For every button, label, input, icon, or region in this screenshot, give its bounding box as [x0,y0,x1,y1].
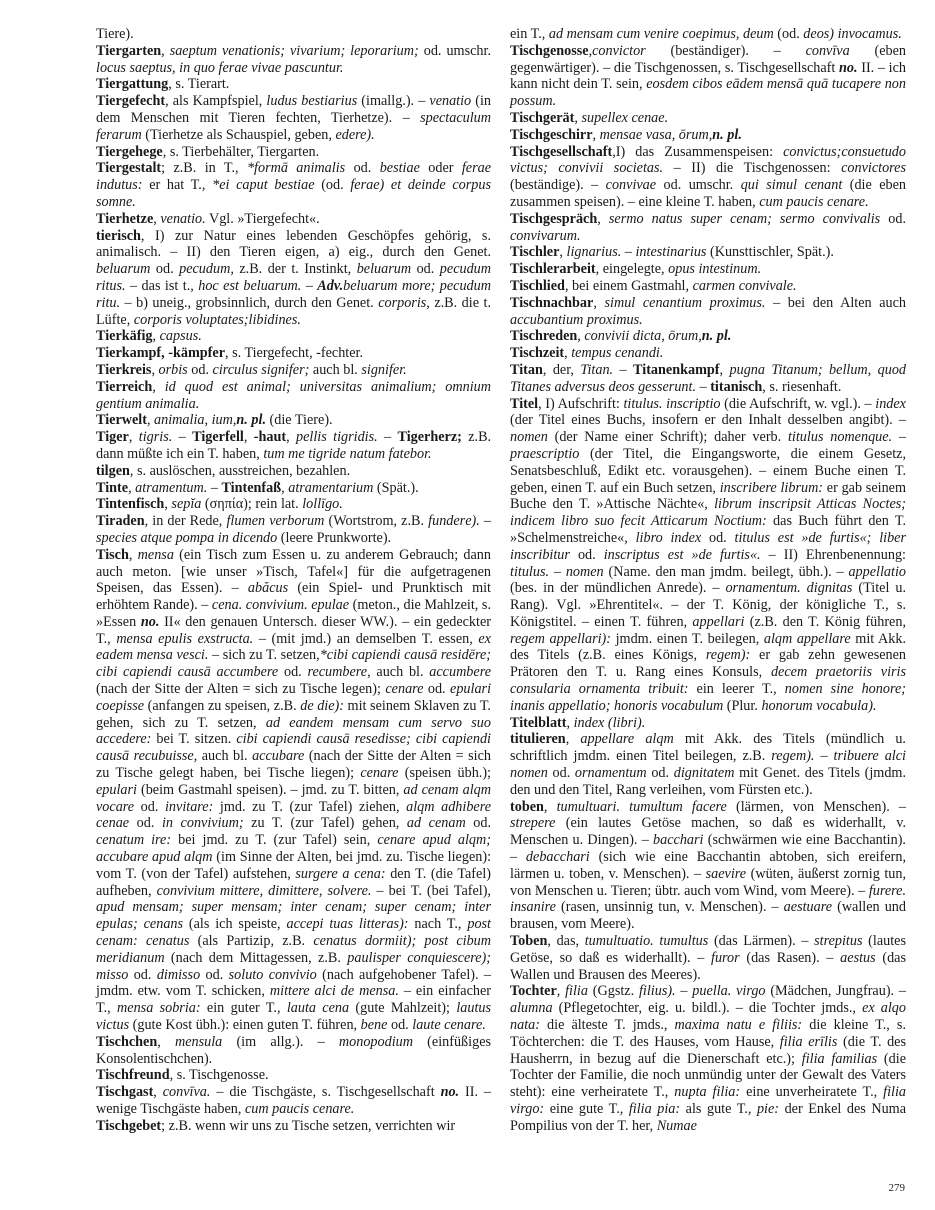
entry-headword: Tischgeschirr [510,126,593,143]
entry-body: ein T., ad mensam cum venire coepimus, deum (od. deos) invocamus. [510,26,902,42]
entry-headword: Tischgebet [96,1117,162,1134]
dictionary-entry [96,412,491,429]
entry-body: , capsus. [152,328,202,345]
entry-body: , bei einem Gastmahl, carmen convivale. [564,277,797,294]
dictionary-entry [96,160,491,210]
entry-headword: titulieren [510,731,566,748]
entry-body: Tiere). [96,26,134,42]
entry-body: , I) Aufschrift: titulus. inscriptio (die Aufschrift, w. vgl.). – index (der Titel eines Buchs, insofern er den Inhalt desselben angibt). – nomen (der Name einer Schrift); daher verb. titulus nomenque. – praescriptio (der Titel, die Eingangsworte, die einem Gesetz, Senatsbeschluß, Edikt etc. vorausgehen). – einem Buche einen T. geben, einen T. auf ein Buch setzen, inscribere librum: er gab seinem Buche den T. »Attische Nächte«, librum inscripsit Atticas Noctes; indicem libro suo fecit Atticarum Noctium: das Buch führt den T. »Schelmenstreiche«, libro index od. titulus est »de furtis«; liber inscribitur od. inscriptus est »de furtis«. – II) Ehrenbenennung: titulus. – nomen (Name. den man jmdm. beilegt, übh.). – appellatio (bes. in der mündlichen Anrede). – ornamentum. dignitas (Titel u. Rang). Vgl. »Ehrentitel«. – der T. König, der königliche T., s. Königstitel. – einen T. führen, appellari (z.B. den T. König führen, regem appellari): jmdm. einen T. beilegen, alqm appellare mit Akk. des Titels (z.B. eines Königs, regem): er gab zehn gewesenen Prätoren den T. u. Rang eines Konsuls, decem praetoriis viris consularia ornamenta tribuit: ein leerer T., nomen sine honore; inanis appellatio; honoris vocabulum (Plur. honorum vocabula). [510,395,907,714]
entry-headword: Tiraden [96,513,145,530]
dictionary-entry [96,26,491,43]
entry-headword: Tischgast [96,1084,154,1101]
entry-body: , s. Tiergefecht, -fechter. [225,345,364,362]
entry-headword: Tierkreis [96,361,152,378]
dictionary-entry [96,43,491,77]
dictionary-entry [510,799,906,933]
entry-body: , convivii dicta, ōrum,n. pl. [577,328,732,345]
page-number: 279 [888,1182,905,1194]
dictionary-entry [510,396,906,715]
entry-headword: Tiergattung [96,76,169,93]
entry-body: , I) zur Natur eines lebenden Geschöpfes gehörig, s. animalisch. – II) den Tieren eigen, a) eig., durch den Genet. beluarum od. pecudum, z.B. der t. Instinkt, beluarum od. pecudum ritus. – das ist t., hoc est beluarum. – Adv.beluarum more; pecudum ritu. – b) uneig., grobsinnlich, durch den Genet. corporis, z.B. die t. Lüfte, corporis voluptates;libidines. [96,227,492,328]
dictionary-entry [96,211,491,228]
entry-body: , mensula (im allg.). – monopodium (einfüßiges Konsolentischchen). [96,1033,492,1067]
entry-body: , index (libri). [566,714,646,731]
dictionary-entry [96,1034,491,1068]
dictionary-entry [510,983,906,1134]
entry-headword: toben [510,798,544,815]
dictionary-entry [96,1118,491,1135]
entry-body: ,convictor (beständiger). – convīva (eben gegenwärtiger). – die Tischgenossen, s. Tischgesellschaft no. II. – ich kann nicht dein T. sein, eosdem cibos eādem mensā quā tucapere non possum. [510,42,906,110]
dictionary-entry [510,211,906,245]
entry-body: , s. Tierart. [168,76,230,93]
dictionary-entry [96,547,491,1034]
entry-body: , s. auslöschen, ausstreichen, bezahlen. [129,462,351,479]
entry-body: , in der Rede, flumen verborum (Wortstrom, z.B. funderе). – species atque pompa in dicendo (leere Prunkworte). [96,513,491,546]
entry-headword: Tischlied [510,277,565,294]
entry-headword: Tierwelt [96,412,147,429]
entry-body: , saeptum venationis; vivarium; leporarium; od. umschr. locus saeptus, in quo ferae vivae pascuntur. [96,42,491,76]
dictionary-entry [510,261,906,278]
dictionary-entry [510,345,906,362]
entry-headword: Tierhetze [96,210,154,227]
entry-body: , s. Tischgenosse. [169,1067,269,1084]
entry-body: ,I) das Zusammenspeisen: convictus;consuetudo victus; convivii societas. – II) die Tischgenossen: convictores (beständige). – convivae od. umschr. qui simul cenant (die eben zusammen speisen). – eine kleine T. haben, cum paucis cenare. [510,143,907,210]
dictionary-entry [510,715,906,732]
entry-body: ; z.B. wenn wir uns zu Tische setzen, verrichten wir [161,1117,456,1134]
dictionary-entry [96,93,491,143]
dictionary-entry [510,328,906,345]
entry-headword: Tinte [96,479,129,496]
entry-headword: Tischlerarbeit [510,261,596,278]
entry-headword: Tischler [510,244,560,261]
dictionary-entry [96,513,491,547]
dictionary-entry [510,244,906,261]
entry-body: , simul cenantium proximus. – bei den Alten auch accubantium proximus. [510,294,907,328]
entry-headword: Tintenfisch [96,496,165,513]
dictionary-entry [96,1067,491,1084]
dictionary-entry [510,933,906,983]
dictionary-entry [96,480,491,497]
dictionary-entry [96,144,491,161]
entry-headword: Tischgesellschaft [510,143,613,160]
entry-body: , supellex cenae. [574,109,669,126]
dictionary-entry [510,362,906,396]
dictionary-entry [510,731,906,798]
entry-body: , s. Tierbehälter, Tiergarten. [162,143,320,160]
dictionary-entry [96,228,491,329]
entry-body: , id quod est animal; universitas animalium; omnium gentium animalia. [96,378,492,412]
entry-body: , das, tumultuatio. tumultus (das Lärmen). – strepitus (lautes Getöse, so daß es widerhallt). – furor (das Rasen). – aestus (das Wallen und Brausen des Meeres). [510,933,906,983]
dictionary-entry [510,26,906,43]
entry-headword: Titel [510,395,539,412]
entry-headword: Tiergehege [96,143,163,160]
dictionary-entry [96,362,491,379]
dictionary-entry [96,496,491,513]
dictionary-entry [96,429,491,463]
entry-body: , sepĭa (σηπία); rein lat. lollīgo. [164,496,343,513]
dictionary-entry [96,345,491,362]
entry-body: , tigris. – Tigerfell, -haut, pellis tigridis. – Tigerherz; z.B. dann müßte ich ein T. haben, tum me tigride natum fatebor. [96,429,492,462]
entry-body: , mensae vasa, ōrum,n. pl. [592,126,742,143]
dictionary-entry [510,127,906,144]
entry-headword: Titan [510,361,543,378]
entry-headword: Tiergefecht [96,93,166,110]
entry-headword: Tierkäfig [96,328,153,345]
entry-body: , als Kampfspiel, ludus bestiarius (imallg.). – venatio (in dem Menschen mit Tieren fechten, Tierhetze). – spectaculum ferarum (Tierhetze als Schauspiel, geben, edere). [96,93,492,143]
right-column [510,26,906,1135]
entry-body: , mensa (ein Tisch zum Essen u. zu anderem Gebrauch; dann auch meton. [wie unser »Tisch, Tafel«] für die aufgetragenen Speisen, das Essen). – abăcus (ein Spiel- und Prunktisch mit erhöhtem Rande). – cena. convivium. epulae (meton., die Mahlzeit, s. »Essen no. II« den genauen Untersch. dieser WW.). – ein gedeckter T., mensa epulis exstructa. – (mit jmd.) an demselben T. essen, ex eadem mensa vesci. – sich zu T. setzen,*cibi capiendi causā residēre; cibi capiendi causā accumbere od. recumbere, auch bl. accumbere (nach der Sitte der Alten = sich zu Tische legen); cenare od. epulari coepisse (anfangen zu speisen, z.B. de die): mit seinem Sklaven zu T. gehen, sich zu T. setzen, ad eandem mensam cum servo suo accedere: bei T. sitzen. cibi capiendi causā resedisse; cibi capiendi causā recubuisse, auch bl. accubare (nach der Sitte der Alten = sich zu Tische gelegt haben, bei Tische liegen); cenare (speisen übh.); epulari (beim Gastmahl speisen). – jmd. zu T. bitten, ad cenam alqm vocare od. invitare: jmd. zu T. (zur Tafel) ziehen, alqm adhibere cenae od. in convivium; zu T. (zur Tafel) gehen, ad cenam od. cenatum ire: bei jmd. zu T. (zur Tafel) sein, cenare apud alqm; accubare apud alqm (im Sinne der Alten, bei jmd. zu. Tische liegen): vom T. (von der Tafel) aufstehen, surgere a cena: den T. (die Tafel) aufheben, convivium mittere, dimittere, solvere. – bei T. (bei Tafel), apud mensam; super mensam; inter cenam; super cenam; inter epulas; cenans (als ich speiste, accepi tuas litteras): nach T., post cenam: cenatus (als Partizip, z.B. cenatus dormiit); post cibum meridianum (nach dem Mittagessen, z.B. paulisper conquiescere); misso od. dimisso od. soluto convivio (nach aufgehobener Tafel). – jmdm. etw. vom T. schicken, mittere alci de mensa. – ein einfacher T., mensa sobria: ein guter T., lauta cena (gute Mahlzeit); lautus victus (gute Kost übh.): einen guten T. führen, bene od. laute cenare. [96,546,492,1034]
left-column [96,26,491,1135]
entry-body: , eingelegte, opus intestinum. [595,261,762,278]
entry-body: , tempus cenandi. [564,345,664,362]
entry-headword: Tischchen [96,1033,158,1050]
dictionary-entry [96,463,491,480]
entry-body: , orbis od. circulus signifer; auch bl. signifer. [151,361,407,378]
entry-headword: Tischzeit [510,345,565,362]
entry-body: , lignarius. – intestinarius (Kunsttischler, Spät.). [559,244,834,261]
entry-body: , atramentum. – Tintenfaß, atramentarium (Spät.). [128,479,419,496]
dictionary-entry [96,1084,491,1118]
entry-body: , der, Titan. – Titanenkampf, pugna Titanum; bellum, quod Titanes adversus deos gesserunt. – titanisch, s. riesenhaft. [510,361,907,395]
entry-headword: tierisch [96,227,141,244]
entry-headword: Tischnachbar [510,294,594,311]
entry-body: , appellare alqm mit Akk. des Titels (mündlich u. schriftlich jmdm. einen Titel beilegen, z.B. regem). – tribuere alci nomen od. ornamentum od. dignitatem mit Genet. des Titels (jmdm. den und den Titel, Rang verleihen, vom Fürsten etc.). [510,731,907,798]
entry-headword: Tischgenosse [510,42,589,59]
entry-headword: Tiger [96,429,129,446]
entry-body: , venatio. Vgl. »Tiergefecht«. [153,210,320,227]
entry-headword: Tischgerät [510,109,575,126]
entry-headword: Titelblatt [510,714,567,731]
entry-headword: Tischfreund [96,1067,170,1084]
entry-body: , tumultuari. tumultum facere (lärmen, von Menschen). – strepere (ein lautes Getöse machen, so daß es widerhallt, v. Menschen u. Dingen). – bacchari (schwärmen wie eine Bacchantin). – debacchari (sich wie eine Bacchantin abtoben, sich ereifern, lärmen u. toben, v. Menschen). – saevire (wüten, äußerst zornig tun, von Menschen u. Tieren; übtr. auch vom Wind, vom Meere). – furere. insanire (rasen, unsinnig tun, v. Menschen). – aestuare (wallen und brausen, vom Meere). [510,798,907,933]
entry-body: , filia (Ggstz. filius). – puella. virgo (Mädchen, Jungfrau). – alumna (Pflegetochter, eig. u. bildl.). – die Tochter jmds., ex alqo nata: die älteste T. jmds., maxima natu e filiis: die kleine T., s. Töchterchen: die T. des Hauses, vom Hause, filia erīlis (die T. des Hausherrn, in bezug auf die Dienerschaft etc.); filia familias (die Tochter der Familie, die noch unmündig unter der Gewalt des Vaters steht): eine verheiratete T., nupta filia: eine unverheiratete T., filia virgo: eine gute T., filia pia: als gute T., pie: der Enkel des Numa Pompilius von der T. her, Numae [510,983,907,1134]
entry-headword: Toben [510,933,548,950]
entry-body: , sermo natus super cenam; sermo convivalis od. convivarum. [510,210,907,244]
entry-headword: Tischreden [510,328,578,345]
entry-headword: Tiergarten [96,42,162,59]
dictionary-entry [510,278,906,295]
entry-headword: Tischgespräch [510,210,598,227]
entry-headword: Tisch [96,546,129,563]
dictionary-entry [96,379,491,413]
dictionary-entry [510,110,906,127]
entry-body: , convīva. – die Tischgäste, s. Tischgesellschaft no. II. – wenige Tischgäste haben, cum paucis cenare. [96,1084,491,1117]
entry-headword: Tierkampf, -kämpfer [96,345,225,362]
entry-headword: Tiergestalt [96,160,162,177]
dictionary-entry [510,144,906,211]
entry-headword: tilgen [96,462,130,479]
entry-body: ; z.B. in T., *formā animalis od. bestiae oder ferae indutus: er hat T., *ei caput bestiae (od. ferae) et deinde corpus somne. [96,160,491,210]
dictionary-entry [96,328,491,345]
entry-headword: Tierreich [96,378,153,395]
dictionary-entry [510,295,906,329]
dictionary-entry [510,43,906,110]
entry-headword: Tochter [510,983,557,1000]
entry-body: , animalia, ium,n. pl. (die Tiere). [146,412,333,429]
dictionary-entry [96,76,491,93]
